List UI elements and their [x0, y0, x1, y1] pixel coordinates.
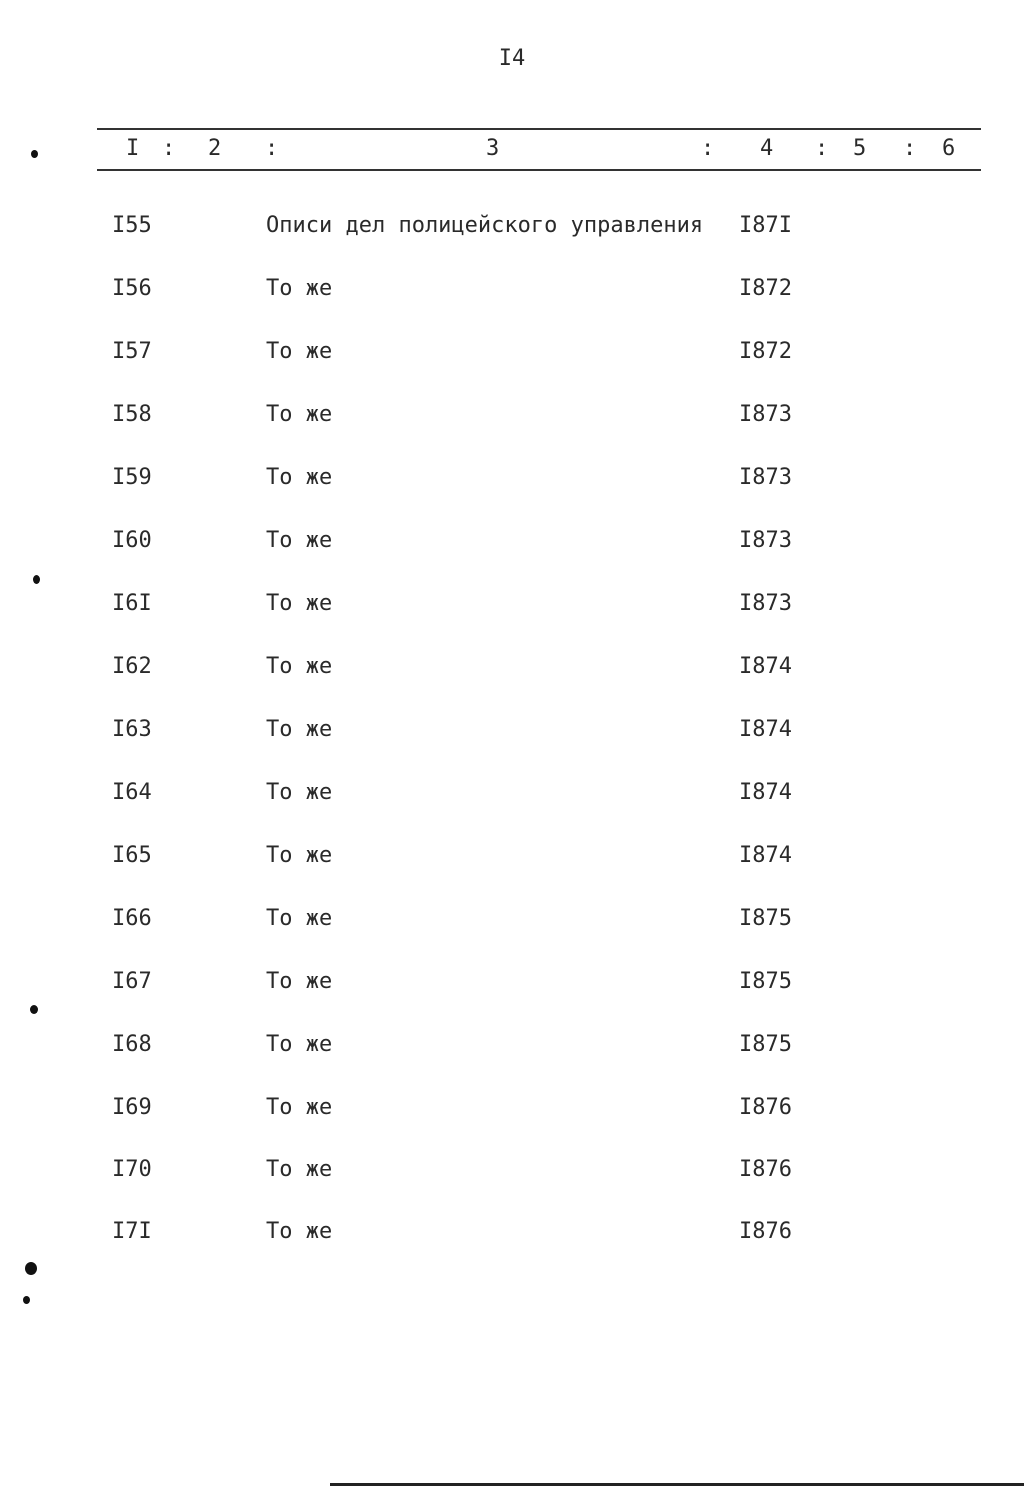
page-number: I4 [498, 46, 526, 71]
row-number: I62 [112, 654, 152, 679]
row-year: I876 [739, 1095, 792, 1120]
header-col-1: I [126, 136, 140, 161]
table-row [0, 591, 1024, 631]
row-number: I66 [112, 906, 152, 931]
ink-spot [25, 1262, 37, 1275]
row-year: I875 [739, 1032, 792, 1057]
table-row [0, 339, 1024, 379]
header-separator: : [701, 136, 715, 161]
row-year: I875 [739, 969, 792, 994]
table-row [0, 465, 1024, 505]
table-header-rule [97, 169, 981, 171]
header-separator: : [815, 136, 829, 161]
row-title: То же [266, 1157, 333, 1182]
row-number: I68 [112, 1032, 152, 1057]
table-row [0, 1219, 1024, 1259]
row-title: То же [266, 1095, 333, 1120]
row-title: То же [266, 843, 333, 868]
row-number: I60 [112, 528, 152, 553]
row-number: I6I [112, 591, 152, 616]
header-col-6: 6 [942, 136, 956, 161]
table-row [0, 717, 1024, 757]
row-year: I874 [739, 843, 792, 868]
ink-spot [30, 1005, 38, 1014]
row-year: I874 [739, 654, 792, 679]
row-year: I87I [739, 213, 792, 238]
table-row [0, 1095, 1024, 1135]
ink-spot [33, 575, 40, 584]
row-title: То же [266, 528, 333, 553]
row-title: То же [266, 906, 333, 931]
header-col-4: 4 [760, 136, 774, 161]
row-number: I59 [112, 465, 152, 490]
row-title: То же [266, 465, 333, 490]
table-row [0, 1157, 1024, 1197]
header-separator: : [265, 136, 279, 161]
row-year: I873 [739, 528, 792, 553]
row-title: То же [266, 591, 333, 616]
row-number: I56 [112, 276, 152, 301]
row-year: I875 [739, 906, 792, 931]
table-row [0, 780, 1024, 820]
row-year: I872 [739, 276, 792, 301]
row-year: I876 [739, 1157, 792, 1182]
row-title: То же [266, 402, 333, 427]
ink-spot [31, 150, 38, 158]
row-title: То же [266, 780, 333, 805]
row-number: I70 [112, 1157, 152, 1182]
page-bottom-rule [330, 1483, 1024, 1486]
table-row [0, 843, 1024, 883]
row-title: То же [266, 969, 333, 994]
row-year: I873 [739, 402, 792, 427]
row-number: I67 [112, 969, 152, 994]
table-row [0, 654, 1024, 694]
row-year: I873 [739, 465, 792, 490]
header-col-3: 3 [486, 136, 500, 161]
table-row [0, 276, 1024, 316]
row-number: I64 [112, 780, 152, 805]
row-title: То же [266, 654, 333, 679]
row-number: I69 [112, 1095, 152, 1120]
row-title: То же [266, 339, 333, 364]
row-number: I7I [112, 1219, 152, 1244]
row-year: I876 [739, 1219, 792, 1244]
header-col-5: 5 [853, 136, 867, 161]
row-year: I873 [739, 591, 792, 616]
row-year: I874 [739, 780, 792, 805]
row-title: То же [266, 1219, 333, 1244]
row-title: То же [266, 276, 333, 301]
table-row [0, 969, 1024, 1009]
row-number: I63 [112, 717, 152, 742]
row-title: То же [266, 717, 333, 742]
table-row [0, 528, 1024, 568]
table-row [0, 1032, 1024, 1072]
header-separator: : [162, 136, 176, 161]
table-row [0, 213, 1024, 253]
table-row [0, 402, 1024, 442]
header-separator: : [903, 136, 917, 161]
row-year: I874 [739, 717, 792, 742]
row-number: I65 [112, 843, 152, 868]
row-number: I57 [112, 339, 152, 364]
row-title: То же [266, 1032, 333, 1057]
ink-spot [23, 1296, 30, 1304]
table-row [0, 906, 1024, 946]
row-number: I58 [112, 402, 152, 427]
row-year: I872 [739, 339, 792, 364]
row-number: I55 [112, 213, 152, 238]
header-col-2: 2 [208, 136, 222, 161]
row-title: Описи дел полицейского управления [266, 213, 704, 238]
table-top-rule [97, 128, 981, 130]
